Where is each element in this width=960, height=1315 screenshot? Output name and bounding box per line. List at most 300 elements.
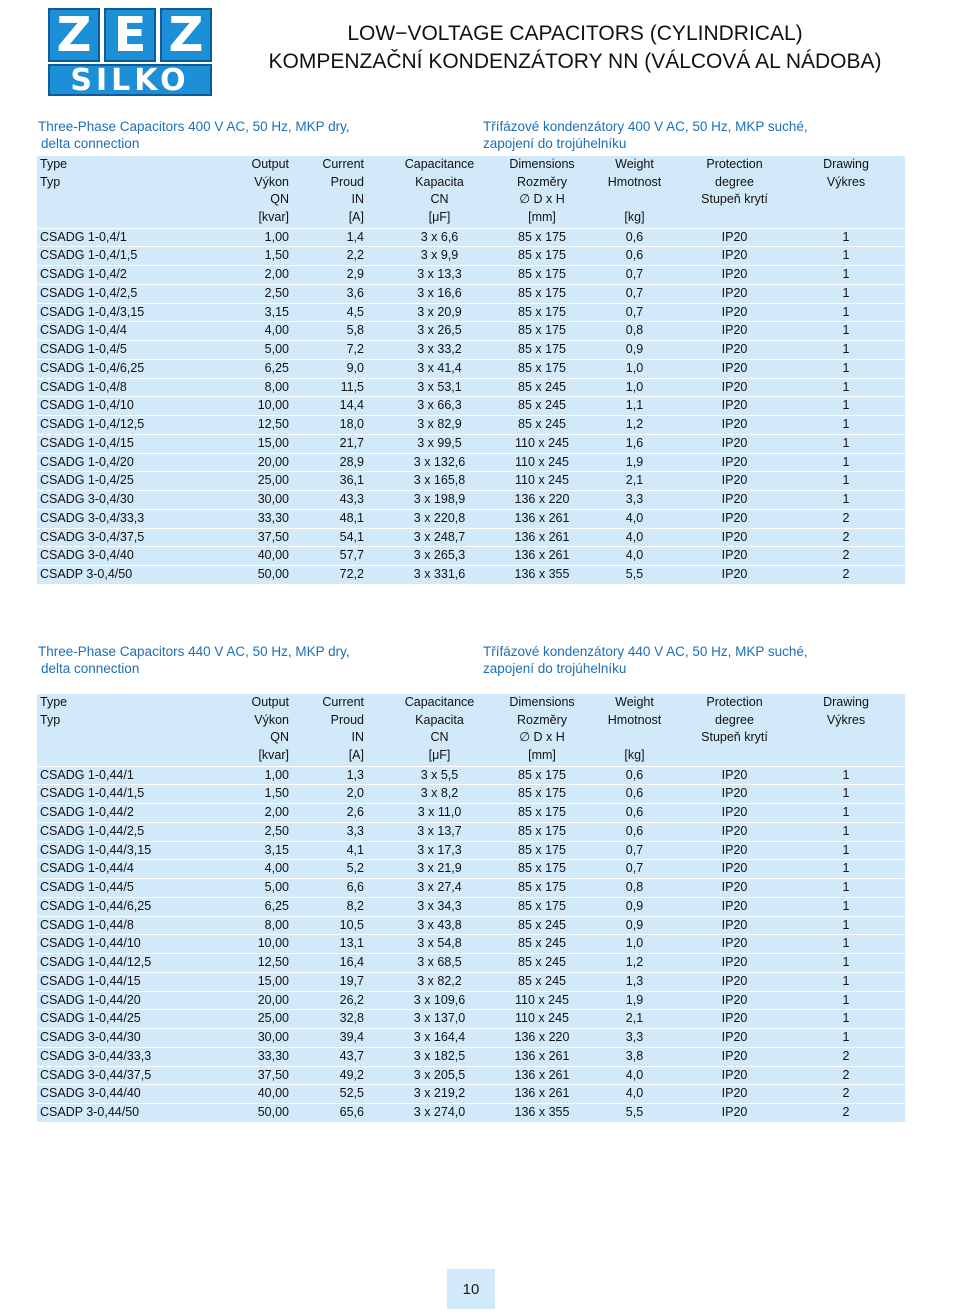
cell-type: CSADG 3-0,4/40 [40,548,134,563]
cell-weight: 0,6 [625,786,644,801]
cell-output: 1,50 [264,786,289,801]
cell-protection: IP20 [721,267,748,281]
cell-capacitance: 3 x 66,3 [417,398,462,413]
cell-weight: 1,2 [625,955,644,969]
cell-drawing: 2 [842,567,850,581]
table-row [37,785,905,804]
cell-weight: 1,0 [625,936,644,951]
cell-current: 52,5 [339,1086,364,1101]
table-row [37,972,905,991]
cell-output: 10,00 [257,936,289,951]
cell-drawing: 1 [842,955,850,969]
cell-current: 57,7 [339,548,364,563]
cell-output: 2,00 [264,267,289,281]
cell-weight: 5,5 [625,1105,644,1119]
table-row [37,397,905,416]
cell-type: CSADG 1-0,44/2,5 [40,823,145,838]
cell-protection: IP20 [721,1048,748,1063]
cell-dimensions: 85 x 245 [518,973,566,988]
cell-protection: IP20 [721,285,748,300]
cell-drawing: 1 [842,248,850,263]
cell-output: 25,00 [257,473,289,488]
header-protection: Protection degree Stupeň krytí [701,695,768,744]
cell-dimensions: 85 x 175 [518,267,566,281]
cell-capacitance: 3 x 331,6 [413,567,466,581]
cell-protection: IP20 [721,936,748,951]
cell-dimensions: 85 x 175 [518,842,566,857]
cell-output: 30,00 [257,492,289,506]
cell-output: 12,50 [257,417,289,431]
cell-output: 25,00 [257,1011,289,1026]
cell-capacitance: 3 x 13,3 [417,267,462,281]
cell-current: 21,7 [339,435,364,450]
table-row [37,284,905,303]
cell-dimensions: 85 x 175 [518,767,566,782]
cell-capacitance: 3 x 99,5 [417,435,462,450]
cell-drawing: 2 [842,529,850,544]
table-row [37,228,905,247]
header-drawing: Drawing Výkres [823,695,869,727]
cell-type: CSADG 1-0,44/5 [40,880,134,894]
cell-drawing: 1 [842,417,850,431]
cell-current: 43,3 [339,492,364,506]
table-row [37,341,905,360]
logo-letter: E [104,8,156,62]
table-row [37,766,905,785]
cell-weight: 0,8 [625,880,644,894]
cell-capacitance: 3 x 68,5 [417,955,462,969]
cell-drawing: 1 [842,267,850,281]
cell-dimensions: 136 x 355 [514,1105,570,1119]
cell-current: 5,8 [346,323,364,338]
cell-weight: 1,0 [625,360,644,375]
cell-current: 2,9 [346,267,364,281]
cell-dimensions: 136 x 261 [514,1048,570,1063]
cell-output: 40,00 [257,548,289,563]
cell-current: 3,3 [346,823,364,838]
cell-weight: 3,8 [625,1048,644,1063]
table-row [37,247,905,266]
cell-drawing: 1 [842,1011,850,1026]
table-row [37,804,905,823]
cell-dimensions: 85 x 175 [518,248,566,263]
cell-type: CSADG 1-0,44/4 [40,861,134,876]
table-row [37,841,905,860]
table-row [37,879,905,898]
cell-drawing: 1 [842,323,850,338]
table-row [37,434,905,453]
table-row [37,359,905,378]
table-row [37,1010,905,1029]
cell-type: CSADG 1-0,44/12,5 [40,955,152,969]
table-row [37,1029,905,1048]
cell-drawing: 1 [842,861,850,876]
cell-current: 49,2 [339,1067,364,1082]
cell-output: 20,00 [257,992,289,1007]
table-body [37,766,905,1122]
cell-type: CSADG 1-0,4/8 [40,379,127,394]
cell-weight: 5,5 [625,567,644,581]
cell-current: 39,4 [339,1030,364,1044]
header-capacitance: Capacitance Kapacita CN [μF] [404,695,475,762]
cell-weight: 0,8 [625,323,644,338]
cell-current: 28,9 [339,454,364,469]
table-row [37,1066,905,1085]
cell-weight: 1,9 [625,454,644,469]
cell-output: 50,00 [257,567,289,581]
cell-current: 54,1 [339,529,364,544]
cell-type: CSADG 1-0,44/3,15 [40,842,152,857]
cell-output: 4,00 [264,861,289,876]
cell-current: 2,6 [346,805,364,819]
cell-dimensions: 136 x 261 [514,548,570,563]
cell-protection: IP20 [721,435,748,450]
cell-weight: 0,9 [625,898,644,913]
cell-drawing: 2 [842,1048,850,1063]
cell-current: 2,2 [346,248,364,263]
cell-current: 65,6 [339,1105,364,1119]
cell-dimensions: 85 x 245 [518,379,566,394]
logo-bottom: SILKO [48,64,212,96]
page-title-cz: KOMPENZAČNÍ KONDENZÁTORY NN (VÁLCOVÁ AL NÁDOBA) [268,50,882,73]
capacitor-table-400v [37,156,905,584]
cell-output: 1,00 [264,767,289,782]
cell-current: 32,8 [339,1011,364,1026]
cell-dimensions: 110 x 245 [515,992,569,1007]
cell-protection: IP20 [721,304,748,319]
cell-drawing: 1 [842,304,850,319]
cell-capacitance: 3 x 41,4 [417,360,462,375]
table-row [37,472,905,491]
section1-heading-en: Three-Phase Capacitors 400 V AC, 50 Hz, MKP dry, delta connection [38,119,350,151]
cell-drawing: 1 [842,805,850,819]
cell-weight: 0,7 [625,267,644,281]
cell-dimensions: 85 x 175 [518,805,566,819]
cell-output: 3,15 [264,304,289,319]
cell-dimensions: 85 x 245 [518,955,566,969]
cell-current: 43,7 [339,1048,364,1063]
table-row [37,897,905,916]
cell-protection: IP20 [721,342,748,356]
cell-type: CSADG 1-0,44/8 [40,917,134,932]
cell-output: 30,00 [257,1030,289,1044]
cell-protection: IP20 [721,529,748,544]
cell-current: 3,6 [346,285,364,300]
header-capacitance: Capacitance Kapacita CN [μF] [404,157,475,224]
cell-capacitance: 3 x 11,0 [417,805,462,819]
cell-protection: IP20 [721,360,748,375]
cell-current: 6,6 [346,880,364,894]
cell-weight: 0,9 [625,342,644,356]
cell-weight: 3,3 [625,492,644,506]
cell-capacitance: 3 x 205,5 [413,1067,466,1082]
cell-protection: IP20 [721,454,748,469]
table-row [37,822,905,841]
cell-protection: IP20 [721,323,748,338]
table-row [37,1047,905,1066]
cell-protection: IP20 [721,973,748,988]
table-row [37,266,905,285]
table-row [37,547,905,566]
header-type: Type Typ [40,157,68,189]
cell-type: CSADG 1-0,44/25 [40,1011,141,1026]
cell-output: 6,25 [264,360,289,375]
cell-drawing: 1 [842,786,850,801]
cell-dimensions: 85 x 245 [518,917,566,932]
cell-weight: 1,2 [625,417,644,431]
cell-dimensions: 110 x 245 [515,1011,569,1026]
cell-capacitance: 3 x 54,8 [417,936,462,951]
cell-capacitance: 3 x 9,9 [420,248,459,263]
cell-type: CSADG 3-0,4/33,3 [40,510,145,525]
cell-protection: IP20 [721,248,748,263]
cell-dimensions: 136 x 261 [514,510,570,525]
cell-type: CSADG 1-0,4/5 [40,342,127,356]
cell-capacitance: 3 x 27,4 [417,880,462,894]
cell-capacitance: 3 x 165,8 [413,473,466,488]
cell-type: CSADG 3-0,44/40 [40,1086,141,1101]
cell-protection: IP20 [721,492,748,506]
cell-output: 1,00 [264,229,289,244]
cell-output: 6,25 [264,898,289,913]
cell-type: CSADG 1-0,4/4 [40,323,127,338]
cell-dimensions: 85 x 175 [518,861,566,876]
cell-type: CSADG 1-0,4/2 [40,267,127,281]
cell-current: 11,5 [340,379,364,394]
cell-output: 15,00 [257,435,289,450]
cell-drawing: 1 [842,285,850,300]
cell-drawing: 1 [842,823,850,838]
cell-current: 36,1 [339,473,364,488]
section1-heading-cz: Třífázové kondenzátory 400 V AC, 50 Hz, MKP suché, zapojení do trojúhelníku [483,119,808,151]
cell-drawing: 1 [842,992,850,1007]
cell-protection: IP20 [721,880,748,894]
cell-type: CSADG 1-0,4/20 [40,454,134,469]
cell-capacitance: 3 x 53,1 [417,379,462,394]
cell-current: 13,1 [339,936,364,951]
cell-type: CSADG 1-0,4/15 [40,435,134,450]
cell-capacitance: 3 x 5,5 [420,767,459,782]
cell-current: 26,2 [339,992,364,1007]
cell-protection: IP20 [721,1011,748,1026]
cell-capacitance: 3 x 182,5 [413,1048,466,1063]
cell-output: 40,00 [257,1086,289,1101]
cell-capacitance: 3 x 21,9 [417,861,462,876]
table-row [37,1085,905,1104]
table-row [37,528,905,547]
table-header-row [37,694,905,766]
cell-capacitance: 3 x 82,9 [417,417,462,431]
cell-capacitance: 3 x 248,7 [413,529,466,544]
cell-protection: IP20 [721,379,748,394]
cell-protection: IP20 [721,229,748,244]
cell-capacitance: 3 x 33,2 [417,342,462,356]
cell-weight: 0,7 [625,842,644,857]
cell-drawing: 2 [842,510,850,525]
cell-weight: 0,6 [625,823,644,838]
logo-top [48,8,212,62]
cell-type: CSADG 3-0,44/37,5 [40,1067,152,1082]
cell-capacitance: 3 x 265,3 [413,548,466,563]
cell-output: 3,15 [264,842,289,857]
cell-dimensions: 110 x 245 [515,473,569,488]
cell-weight: 1,9 [625,992,644,1007]
cell-drawing: 1 [842,842,850,857]
cell-drawing: 1 [842,880,850,894]
cell-protection: IP20 [721,417,748,431]
cell-current: 4,1 [346,842,364,857]
cell-output: 15,00 [257,973,289,988]
cell-protection: IP20 [721,786,748,801]
cell-weight: 1,3 [625,973,644,988]
cell-drawing: 1 [842,917,850,932]
table-row [37,860,905,879]
cell-output: 33,30 [257,510,289,525]
cell-output: 10,00 [257,398,289,413]
header-dimensions: Dimensions Rozměry ∅ D x H [mm] [509,157,575,224]
cell-drawing: 2 [842,1086,850,1101]
cell-protection: IP20 [721,473,748,488]
cell-weight: 0,7 [625,304,644,319]
cell-protection: IP20 [721,842,748,857]
cell-capacitance: 3 x 82,2 [417,973,462,988]
cell-drawing: 1 [842,454,850,469]
cell-drawing: 1 [842,379,850,394]
cell-protection: IP20 [721,955,748,969]
cell-dimensions: 136 x 261 [514,1067,570,1082]
cell-weight: 1,1 [625,398,644,413]
cell-weight: 4,0 [625,1086,644,1101]
cell-capacitance: 3 x 20,9 [417,304,462,319]
header-weight: Weight Hmotnost [kg] [607,695,662,762]
cell-type: CSADG 1-0,4/10 [40,398,134,413]
page-number: 10 [447,1269,495,1309]
table-row [37,322,905,341]
cell-weight: 3,3 [625,1030,644,1044]
cell-type: CSADG 1-0,44/6,25 [40,898,152,913]
cell-drawing: 1 [842,767,850,782]
cell-type: CSADG 1-0,44/1 [40,767,134,782]
cell-drawing: 2 [842,1105,850,1119]
cell-current: 8,2 [346,898,364,913]
cell-dimensions: 85 x 175 [518,360,566,375]
cell-dimensions: 136 x 261 [514,529,570,544]
cell-dimensions: 85 x 175 [518,898,566,913]
cell-output: 37,50 [257,529,289,544]
cell-dimensions: 85 x 175 [518,342,566,356]
cell-dimensions: 85 x 175 [518,786,566,801]
cell-protection: IP20 [721,898,748,913]
cell-current: 72,2 [339,567,364,581]
table-row [37,566,905,584]
cell-current: 16,4 [339,955,364,969]
cell-drawing: 1 [842,435,850,450]
cell-capacitance: 3 x 16,6 [417,285,462,300]
header-type: Type Typ [40,695,68,727]
cell-weight: 2,1 [625,473,644,488]
cell-protection: IP20 [721,805,748,819]
cell-capacitance: 3 x 109,6 [413,992,466,1007]
cell-current: 1,4 [346,229,364,244]
cell-type: CSADG 3-0,4/30 [40,492,134,506]
cell-capacitance: 3 x 6,6 [420,229,459,244]
cell-capacitance: 3 x 137,0 [413,1011,466,1026]
cell-output: 12,50 [257,955,289,969]
cell-dimensions: 85 x 245 [518,398,566,413]
cell-weight: 1,6 [625,435,644,450]
table-row [37,303,905,322]
cell-capacitance: 3 x 13,7 [417,823,462,838]
cell-capacitance: 3 x 17,3 [417,842,462,857]
capacitor-table-440v [37,694,905,1122]
cell-protection: IP20 [721,823,748,838]
cell-type: CSADG 1-0,4/25 [40,473,134,488]
cell-current: 2,0 [346,786,364,801]
cell-capacitance: 3 x 43,8 [417,917,462,932]
zez-silko-logo [48,8,212,96]
cell-protection: IP20 [721,917,748,932]
cell-capacitance: 3 x 198,9 [413,492,466,506]
cell-output: 2,00 [264,805,289,819]
cell-capacitance: 3 x 220,8 [413,510,466,525]
cell-weight: 2,1 [625,1011,644,1026]
cell-weight: 0,6 [625,767,644,782]
table-row [37,509,905,528]
cell-protection: IP20 [721,548,748,563]
cell-dimensions: 85 x 245 [518,417,566,431]
header-current: Current Proud IN [A] [322,157,364,224]
cell-type: CSADG 1-0,4/2,5 [40,285,138,300]
table-header-row [37,156,905,228]
cell-drawing: 1 [842,473,850,488]
cell-dimensions: 110 x 245 [515,454,569,469]
header-dimensions: Dimensions Rozměry ∅ D x H [mm] [509,695,575,762]
cell-type: CSADG 1-0,44/10 [40,936,141,951]
cell-dimensions: 85 x 175 [518,880,566,894]
cell-output: 2,50 [264,285,289,300]
section2-heading-cz: Třífázové kondenzátory 440 V AC, 50 Hz, MKP suché, zapojení do trojúhelníku [483,644,808,676]
cell-protection: IP20 [721,1030,748,1044]
cell-weight: 0,7 [625,861,644,876]
cell-dimensions: 136 x 355 [514,567,570,581]
cell-current: 4,5 [346,304,364,319]
cell-output: 8,00 [264,917,289,932]
page-title-en: LOW−VOLTAGE CAPACITORS (CYLINDRICAL) [347,22,803,45]
table-row [37,935,905,954]
cell-current: 19,7 [339,973,364,988]
cell-dimensions: 110 x 245 [515,435,569,450]
cell-type: CSADG 1-0,4/3,15 [40,304,145,319]
cell-dimensions: 136 x 220 [514,492,570,506]
cell-output: 5,00 [264,342,289,356]
header-weight: Weight Hmotnost [kg] [607,157,662,224]
cell-protection: IP20 [721,567,748,581]
cell-weight: 0,9 [625,917,644,932]
cell-protection: IP20 [721,861,748,876]
cell-dimensions: 85 x 175 [518,229,566,244]
cell-output: 33,30 [257,1048,289,1063]
cell-output: 5,00 [264,880,289,894]
cell-drawing: 1 [842,492,850,506]
cell-drawing: 2 [842,1067,850,1082]
cell-type: CSADG 1-0,44/2 [40,805,134,819]
header-output: Output Výkon QN [kvar] [251,695,289,762]
cell-type: CSADG 3-0,44/33,3 [40,1048,152,1063]
cell-weight: 1,0 [625,379,644,394]
cell-dimensions: 136 x 261 [514,1086,570,1101]
cell-output: 2,50 [264,823,289,838]
cell-drawing: 1 [842,973,850,988]
